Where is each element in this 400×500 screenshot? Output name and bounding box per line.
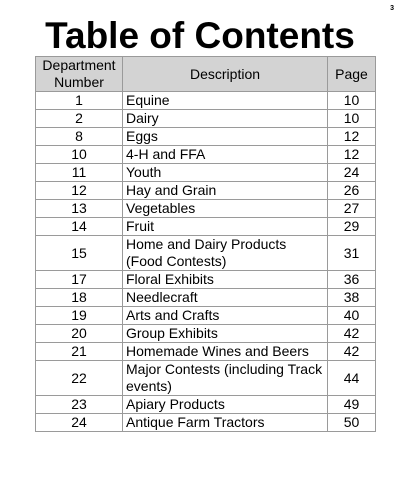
table-row <box>36 236 376 271</box>
table-row <box>36 182 376 200</box>
description-cell: Needlecraft <box>123 289 328 307</box>
department-number-cell: 19 <box>36 307 123 325</box>
department-number-cell: 11 <box>36 164 123 182</box>
header-department-number: Department Number <box>36 57 123 92</box>
department-number-cell: 1 <box>36 92 123 110</box>
page-cell: 27 <box>328 200 376 218</box>
page-cell: 49 <box>328 396 376 414</box>
description-cell: Group Exhibits <box>123 325 328 343</box>
description-cell: Eggs <box>123 128 328 146</box>
department-number-cell: 18 <box>36 289 123 307</box>
description-cell: Equine <box>123 92 328 110</box>
page-number: 3 <box>390 5 394 12</box>
table-row <box>36 289 376 307</box>
page-cell: 12 <box>328 128 376 146</box>
description-cell: Dairy <box>123 110 328 128</box>
table-row <box>36 146 376 164</box>
description-cell: Major Contests (including Track events) <box>123 361 328 396</box>
table-row <box>36 164 376 182</box>
page-cell: 29 <box>328 218 376 236</box>
department-number-cell: 10 <box>36 146 123 164</box>
page-cell: 12 <box>328 146 376 164</box>
description-cell: Apiary Products <box>123 396 328 414</box>
description-cell: Homemade Wines and Beers <box>123 343 328 361</box>
table-row <box>36 307 376 325</box>
table-row <box>36 271 376 289</box>
page-cell: 42 <box>328 343 376 361</box>
page-cell: 26 <box>328 182 376 200</box>
page-cell: 10 <box>328 92 376 110</box>
table-row <box>36 325 376 343</box>
header-description: Description <box>123 57 328 92</box>
department-number-cell: 13 <box>36 200 123 218</box>
page-cell: 44 <box>328 361 376 396</box>
department-number-cell: 15 <box>36 236 123 271</box>
page-cell: 42 <box>328 325 376 343</box>
header-page: Page <box>328 57 376 92</box>
table-row <box>36 110 376 128</box>
description-cell: 4-H and FFA <box>123 146 328 164</box>
table-row <box>36 218 376 236</box>
description-cell: Home and Dairy Products (Food Contests) <box>123 236 328 271</box>
contents-table-body <box>36 92 376 432</box>
page-cell: 36 <box>328 271 376 289</box>
table-row <box>36 343 376 361</box>
department-number-cell: 8 <box>36 128 123 146</box>
page-cell: 38 <box>328 289 376 307</box>
table-row <box>36 92 376 110</box>
department-number-cell: 23 <box>36 396 123 414</box>
page-cell: 10 <box>328 110 376 128</box>
table-row <box>36 396 376 414</box>
header-row <box>36 57 376 92</box>
department-number-cell: 17 <box>36 271 123 289</box>
table-row <box>36 128 376 146</box>
page-cell: 40 <box>328 307 376 325</box>
table-row <box>36 414 376 432</box>
description-cell: Antique Farm Tractors <box>123 414 328 432</box>
department-number-cell: 21 <box>36 343 123 361</box>
description-cell: Floral Exhibits <box>123 271 328 289</box>
page-cell: 24 <box>328 164 376 182</box>
department-number-cell: 20 <box>36 325 123 343</box>
description-cell: Vegetables <box>123 200 328 218</box>
description-cell: Arts and Crafts <box>123 307 328 325</box>
description-cell: Youth <box>123 164 328 182</box>
department-number-cell: 24 <box>36 414 123 432</box>
description-cell: Fruit <box>123 218 328 236</box>
page-title: Table of Contents <box>45 15 355 56</box>
page-cell: 31 <box>328 236 376 271</box>
description-cell: Hay and Grain <box>123 182 328 200</box>
table-row <box>36 361 376 396</box>
contents-table <box>35 56 376 432</box>
department-number-cell: 12 <box>36 182 123 200</box>
department-number-cell: 14 <box>36 218 123 236</box>
department-number-cell: 2 <box>36 110 123 128</box>
page-cell: 50 <box>328 414 376 432</box>
department-number-cell: 22 <box>36 361 123 396</box>
table-row <box>36 200 376 218</box>
